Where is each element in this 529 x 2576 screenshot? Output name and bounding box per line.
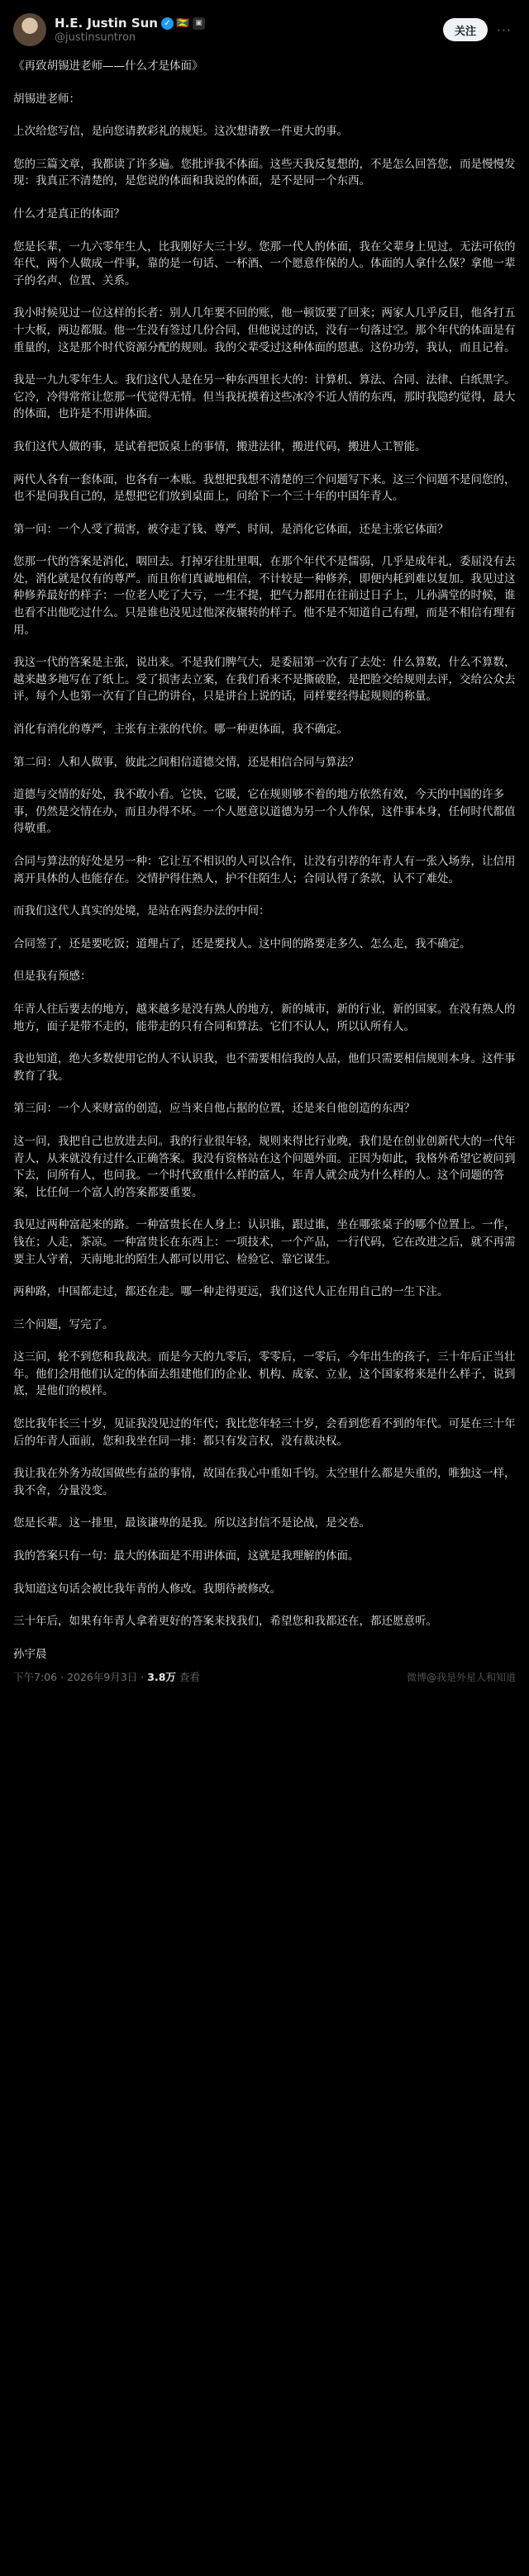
post-paragraph: 《再致胡锡进老师——什么才是体面》: [13, 59, 203, 73]
post-meta: [13, 1669, 516, 1684]
post-paragraph: 三个问题，写完了。: [13, 1317, 114, 1331]
meta-separator: ·: [141, 1670, 145, 1683]
author-block: [55, 16, 443, 44]
meta-separator: ·: [60, 1670, 64, 1683]
author-handle[interactable]: @justinsuntron: [55, 31, 136, 44]
watermark: 微博@我是外星人和知道: [406, 1671, 516, 1683]
post-paragraph: 我见过两种富起来的路。一种富贵长在人身上：认识谁，跟过谁，坐在哪张桌子的哪个位置上。一作，钱在；人走，茶凉。一种富贵长在东西上：一项技术，一个产品，一行代码，它在改进之后，就不再需要主人守着，天南地北的陌生人都可以用它、检验它、靠它谋生。: [13, 1218, 516, 1266]
follow-button[interactable]: 关注: [443, 18, 488, 41]
post-paragraph: 您比我年长三十岁，见证我没见过的年代；我比您年轻三十岁，会看到您看不到的年代。可是在三十年后的年青人面前，您和我坐在同一排：都只有发言权，没有裁决权。: [13, 1417, 516, 1448]
post-paragraph: 您的三篇文章，我都读了许多遍。您批评我不体面。这些天我反复想的，不是怎么回答您，而是慢慢发现：我真正不清楚的，是您说的体面和我说的体面，是不是同一个东西。: [13, 157, 516, 188]
post-paragraph: 我小时候见过一位这样的长者：别人几年要不回的账，他一顿饭要了回来；两家人几乎反目，他各打五十大板，两边都服。他一生没有签过几份合同，但他说过的话，没有一句落过空。那个年代的体面是有重量的，这是那个时代资源分配的规则。我的父辈受过这种体面的恩惠。这份功劳，我认，而且记着。: [13, 306, 516, 354]
post-paragraph: 合同签了，还是要吃饭；道理占了，还是要找人。这中间的路要走多久、怎么走，我不确定。: [13, 937, 471, 951]
post-paragraph: 上次给您写信，是向您请教彩礼的规矩。这次想请教一件更大的事。: [13, 125, 348, 139]
post-paragraph: 三十年后，如果有年青人拿着更好的答案来找我们，希望您和我都还在，都还愿意听。: [13, 1615, 437, 1629]
avatar[interactable]: [13, 13, 46, 46]
post-paragraph: 第二问：人和人做事，彼此之间相信道德交情，还是相信合同与算法？: [13, 755, 360, 769]
post-paragraph: 我的答案只有一句：最大的体面是不用讲体面，这就是我理解的体面。: [13, 1549, 360, 1563]
post-time[interactable]: 下午7:06: [13, 1671, 58, 1684]
views-count: 3.8万: [147, 1671, 176, 1684]
post-paragraph: 我让我在外务为故国做些有益的事情，故国在我心中重如千钧。太空里什么都是失重的，唯独这一样，我不舍，分量没变。: [13, 1467, 516, 1497]
post-paragraph: 这一问，我把自己也放进去问。我的行业很年轻，规则来得比行业晚，我们是在创业创新代大的一代年青人，从来就没有过什么正确答案。我没有资格站在这个问题外面。正因为如此，我格外希望它被问到下去，问所有人，也问我。一个时代致重什么样的富人，年青人就会成为什么样的人。这个问题的答案，比任何一个富人的答案都要重要。: [13, 1134, 516, 1199]
post-paragraph: 我也知道，绝大多数使用它的人不认识我，也不需要相信我的人品，他们只需要相信规则本身。这件事教育了我。: [13, 1052, 516, 1083]
post-paragraph: 这三问，轮不到您和我裁决。而是今天的九零后，零零后，一零后，今年出生的孩子，三十年后正当壮年。他们会用他们认定的体面去组建他们的企业、机构、成家、立业，这个国家将来是什么样子，说到底，是他们的模样。: [13, 1350, 516, 1398]
post-paragraph: 第三问：一个人来财富的创造，应当来自他占据的位置，还是来自他创造的东西？: [13, 1102, 415, 1116]
post-header: [13, 12, 516, 48]
post-paragraph: 消化有消化的尊严，主张有主张的代价。哪一种更体面，我不确定。: [13, 723, 348, 737]
post-paragraph: 我们这代人做的事，是试着把饭桌上的事情，搬进法律，搬进代码，搬进人工智能。: [13, 439, 427, 453]
post-paragraph: 两代人各有一套体面，也各有一本账。我想把我想不清楚的三个问题写下来。这三个问题不是问您的，也不是问我自己的，是想把它们放到桌面上，问给下一个三十年的中国年青人。: [13, 472, 516, 504]
post-date[interactable]: 2026年9月3日: [67, 1671, 138, 1684]
post-paragraph: 道德与交情的好处，我不敢小看。它快，它暖，它在规则够不着的地方依然有效，今天的中国的许多事，仍然是交情在办，而且办得不坏。一个人愿意以道德为另一个人作保，这件事本身，任何时代都值得敬重。: [13, 788, 516, 836]
post-paragraph: 但是我有预感：: [13, 970, 92, 984]
post-paragraph: 两种路，中国都走过，都还在走。哪一种走得更远，我们这代人正在用自己的一生下注。: [13, 1285, 449, 1299]
flag-icon: 🇬🇩: [176, 17, 190, 30]
post-paragraph: 我这一代的答案是主张，说出来。不是我们脾气大，是委屈第一次有了去处：什么算数，什么不算数，越来越多地写在了纸上。受了损害去立案，在我们看来不是撕破脸，是把脸交给规则去评，交给公众去评。每个人也第一次有了自己的讲台，只是讲台上说的话，同样要经得起规则的称量。: [13, 656, 516, 704]
post-paragraph: 年青人往后要去的地方，越来越多是没有熟人的地方，新的城市，新的行业，新的国家。在没有熟人的地方，面子是带不走的，能带走的只有合同和算法。它们不认人，所以认所有人。: [13, 1002, 516, 1033]
name-row: [55, 16, 443, 31]
post-paragraph: 您那一代的答案是消化，咽回去。打掉牙往肚里咽，在那个年代不是懦弱，几乎是成年礼，委屈没有去处，消化就是仅有的尊严。而且你们真诚地相信，不计较是一种修养，即便内耗到难以复加。我见过这种修养最好的样子：一位老人吃了大亏，一生不提，把气力都用在往前过日子上，儿孙满堂的时候，谁也看不出他吃过什么。只是谁也没见过他深夜辗转的样子。他不是不知道自己有理，而是不相信有理有用。: [13, 555, 516, 637]
post-signature: 孙宇晨: [13, 1647, 47, 1661]
post-body: [13, 58, 516, 1663]
affiliation-badge-icon[interactable]: ▣: [193, 17, 205, 30]
post-paragraph: 我是一九九零年生人。我们这代人是在另一种东西里长大的：计算机、算法、合同、法律、白纸黑字。它冷，冷得常常让您那一代觉得无情。但当我抚摸着这些冰冷不近人情的东西，那时我隐约觉得，最大的体面，也许是不用讲体面。: [13, 373, 516, 421]
verified-badge-icon: ✓: [161, 17, 174, 30]
post-paragraph: 我知道这句话会被比我年青的人修改。我期待被修改。: [13, 1582, 281, 1596]
post-paragraph: 什么才是真正的体面？: [13, 206, 125, 221]
more-options-icon[interactable]: ···: [496, 21, 512, 38]
post-paragraph: 合同与算法的好处是另一种：它让互不相识的人可以合作，让没有引荐的年青人有一张入场券，让信用离开具体的人也能存在。交情护得住熟人，护不住陌生人；合同认得了条款，认不了难处。: [13, 855, 516, 885]
author-display-name[interactable]: H.E. Justin Sun: [55, 16, 158, 31]
views-label: 查看: [179, 1671, 200, 1684]
post-paragraph: 而我们这代人真实的处境，是站在两套办法的中间：: [13, 904, 270, 918]
post-paragraph: 胡锡进老师：: [13, 92, 80, 106]
post-paragraph: 您是长辈，一九六零年生人，比我刚好大三十岁。您那一代人的体面，我在父辈身上见过。无法可依的年代，两个人做成一件事，靠的是一句话、一杯酒、一个愿意作保的人。体面的人拿什么保？拿他一辈子的名声、位置、关系。: [13, 240, 516, 287]
post-paragraph: 第一问：一个人受了损害，被夺走了钱、尊严、时间，是消化它体面，还是主张它体面？: [13, 522, 449, 536]
post-paragraph: 您是长辈。这一排里，最该谦卑的是我。所以这封信不是论战，是交卷。: [13, 1516, 370, 1530]
